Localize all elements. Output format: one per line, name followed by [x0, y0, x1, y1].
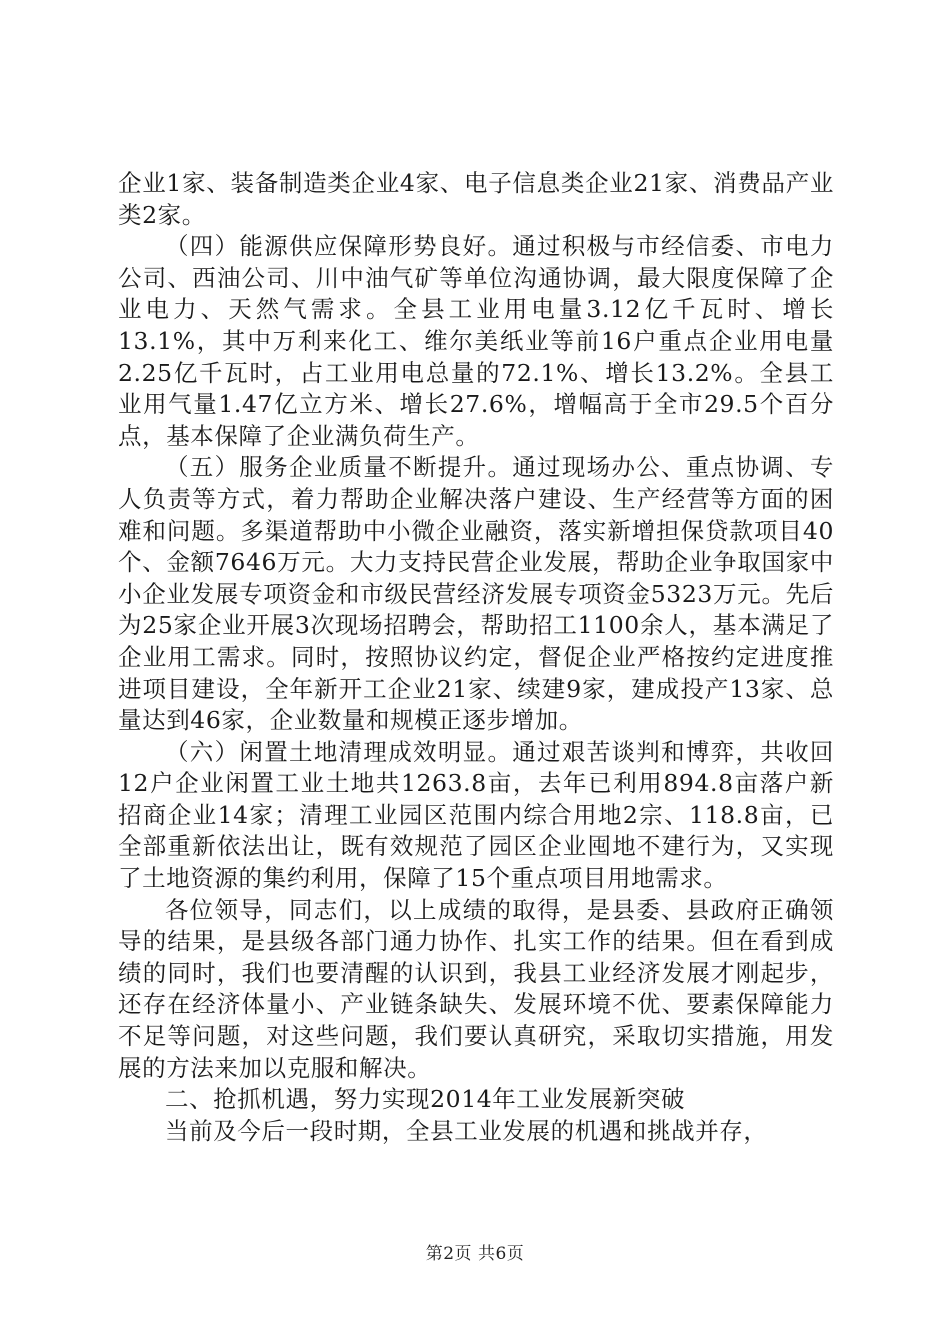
- document-body: [118, 168, 834, 1147]
- paragraph-3: （五）服务企业质量不断提升。通过现场办公、重点协调、专人负责等方式，着力帮助企业解决落户建设、生产经营等方面的困难和问题。多渠道帮助中小微企业融资，落实新增担保贷款项目40个、金额7646万元。大力支持民营企业发展，帮助企业争取国家中小企业发展专项资金和市级民营经济发展专项资金5323万元。先后为25家企业开展3次现场招聘会，帮助招工1100余人，基本满足了企业用工需求。同时，按照协议约定，督促企业严格按约定进度推进项目建设，全年新开工企业21家、续建9家，建成投产13家、总量达到46家，企业数量和规模正逐步增加。: [118, 453, 834, 735]
- section-heading: 二、抢抓机遇，努力实现2014年工业发展新突破: [165, 1085, 686, 1114]
- paragraph-7: 当前及今后一段时期，全县工业发展的机遇和挑战并存，: [165, 1116, 768, 1145]
- paragraph-5: 各位领导，同志们，以上成绩的取得，是县委、县政府正确领导的结果，是县级各部门通力协作、扎实工作的结果。但在看到成绩的同时，我们也要清醒的认识到，我县工业经济发展才刚起步，还存在经济体量小、产业链条缺失、发展环境不优、要素保障能力不足等问题，对这些问题，我们要认真研究，采取切实措施，用发展的方法来加以克服和解决。: [118, 895, 834, 1082]
- paragraph-2: （四）能源供应保障形势良好。通过积极与市经信委、市电力公司、西油公司、川中油气矿等单位沟通协调，最大限度保障了企业电力、天然气需求。全县工业用电量3.12亿千瓦时、增长13.1%，其中万利来化工、维尔美纸业等前16户重点企业用电量2.25亿千瓦时，占工业用电总量的72.1%、增长13.2%。全县工业用气量1.47亿立方米、增长27.6%，增幅高于全市29.5个百分点，基本保障了企业满负荷生产。: [118, 232, 834, 450]
- paragraph-1: 企业1家、装备制造类企业4家、电子信息类企业21家、消费品产业类2家。: [118, 169, 834, 229]
- paragraph-4: （六）闲置土地清理成效明显。通过艰苦谈判和博弈，共收回12户企业闲置工业土地共1263.8亩，去年已利用894.8亩落户新招商企业14家；清理工业园区范围内综合用地2宗、118.8亩，已全部重新依法出让，既有效规范了园区企业囤地不建行为，又实现了土地资源的集约利用，保障了15个重点项目用地需求。: [118, 737, 834, 893]
- page-number-footer: 第2页 共6页: [425, 1244, 525, 1264]
